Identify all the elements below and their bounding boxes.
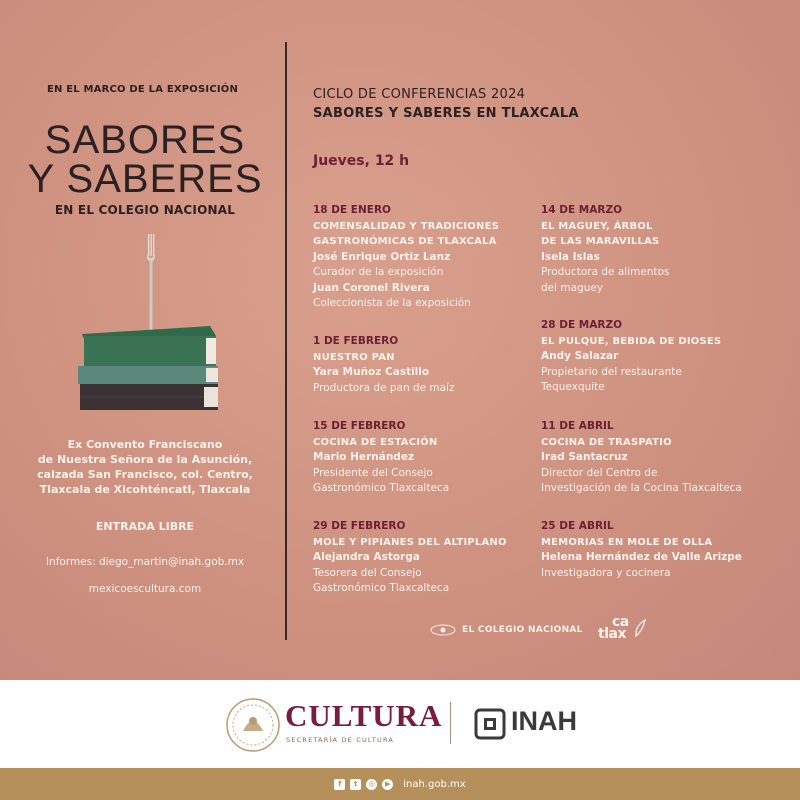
sponsor-band [0, 680, 800, 768]
intro-text: EN EL MARCO DE LA EXPOSICIÓN [46, 84, 239, 95]
venue-address: Ex Convento Franciscano de Nuestra Señora de la Asunción, calzada San Francisco, col. Centro, Tlaxcala de Xicohténcatl, Tlaxcala [37, 438, 253, 496]
site-link[interactable]: inah.gob.mx [403, 778, 466, 790]
instagram-icon[interactable]: ◎ [366, 779, 377, 790]
event-item: 25 DE ABRIL MEMORIAS EN MOLE DE OLLA Helena Hernández de Valle Arizpe Investigadora y cocinera [541, 520, 742, 579]
left-column [0, 0, 285, 680]
band-divider [450, 702, 451, 744]
inah-wordmark: INAH [511, 706, 577, 736]
title-line-2: Y SABERES [27, 157, 263, 201]
cycle-heading: CICLO DE CONFERENCIAS 2024 SABORES Y SABERES EN TLAXCALA [313, 87, 579, 121]
colegio-nacional-logo: EL COLEGIO NACIONAL [430, 624, 583, 636]
event-item: 1 DE FEBRERO NUESTRO PAN Yara Muñoz Castillo Productora de pan de maíz [313, 335, 455, 394]
event-item: 29 DE FEBRERO MOLE Y PIPIANES DEL ALTIPLANO Alejandra Astorga Tesorera del Consejo Gastronómico Tlaxcalteca [313, 520, 507, 594]
tlax-leaf-icon [633, 618, 647, 638]
event-item: 18 DE ENERO COMENSALIDAD Y TRADICIONES GASTRONÓMICAS DE TLAXCALA José Enrique Ortiz Lanz Curador de la exposición Juan Coronel Rivera Coleccionista de la exposición [313, 204, 500, 309]
colegio-emblem-icon [430, 624, 456, 636]
inah-emblem-icon [472, 706, 508, 742]
informes-email[interactable]: Informes: diego_martin@inah.gob.mx [45, 556, 245, 568]
event-item: 15 DE FEBRERO COCINA DE ESTACIÓN Mario Hernández Presidente del Consejo Gastronómico Tlaxcalteca [313, 420, 450, 494]
secretaria-label: SECRETARÍA DE CULTURA [286, 736, 395, 744]
title-line-1: SABORES [44, 118, 246, 162]
youtube-icon[interactable]: ▶ [382, 779, 393, 790]
event-item: 14 DE MARZO EL MAGUEY, ÁRBOL DE LAS MARAVILLAS Isela Islas Productora de alimentos del maguey [541, 204, 670, 294]
entrada-libre: ENTRADA LIBRE [95, 520, 195, 533]
event-item: 28 DE MARZO EL PULQUE, BEBIDA DE DIOSES Andy Salazar Propietario del restaurante Tequexquite [541, 319, 722, 393]
schedule-time: Jueves, 12 h [313, 153, 410, 169]
twitter-icon[interactable]: t [350, 779, 361, 790]
national-seal-icon [225, 697, 281, 753]
facebook-icon[interactable]: f [334, 779, 345, 790]
subtitle: EN EL COLEGIO NACIONAL [54, 203, 236, 217]
books-fork-illustration [70, 232, 230, 412]
tlaxcala-logo: ca tlax [598, 616, 647, 640]
cultura-wordmark: CULTURA [285, 698, 443, 733]
website-link[interactable]: mexicoescultura.com [88, 583, 202, 595]
social-strip [0, 768, 800, 800]
event-item: 11 DE ABRIL COCINA DE TRASPATIO Irad Santacruz Director del Centro de Investigación de la Cocina Tlaxcalteca [541, 420, 742, 494]
